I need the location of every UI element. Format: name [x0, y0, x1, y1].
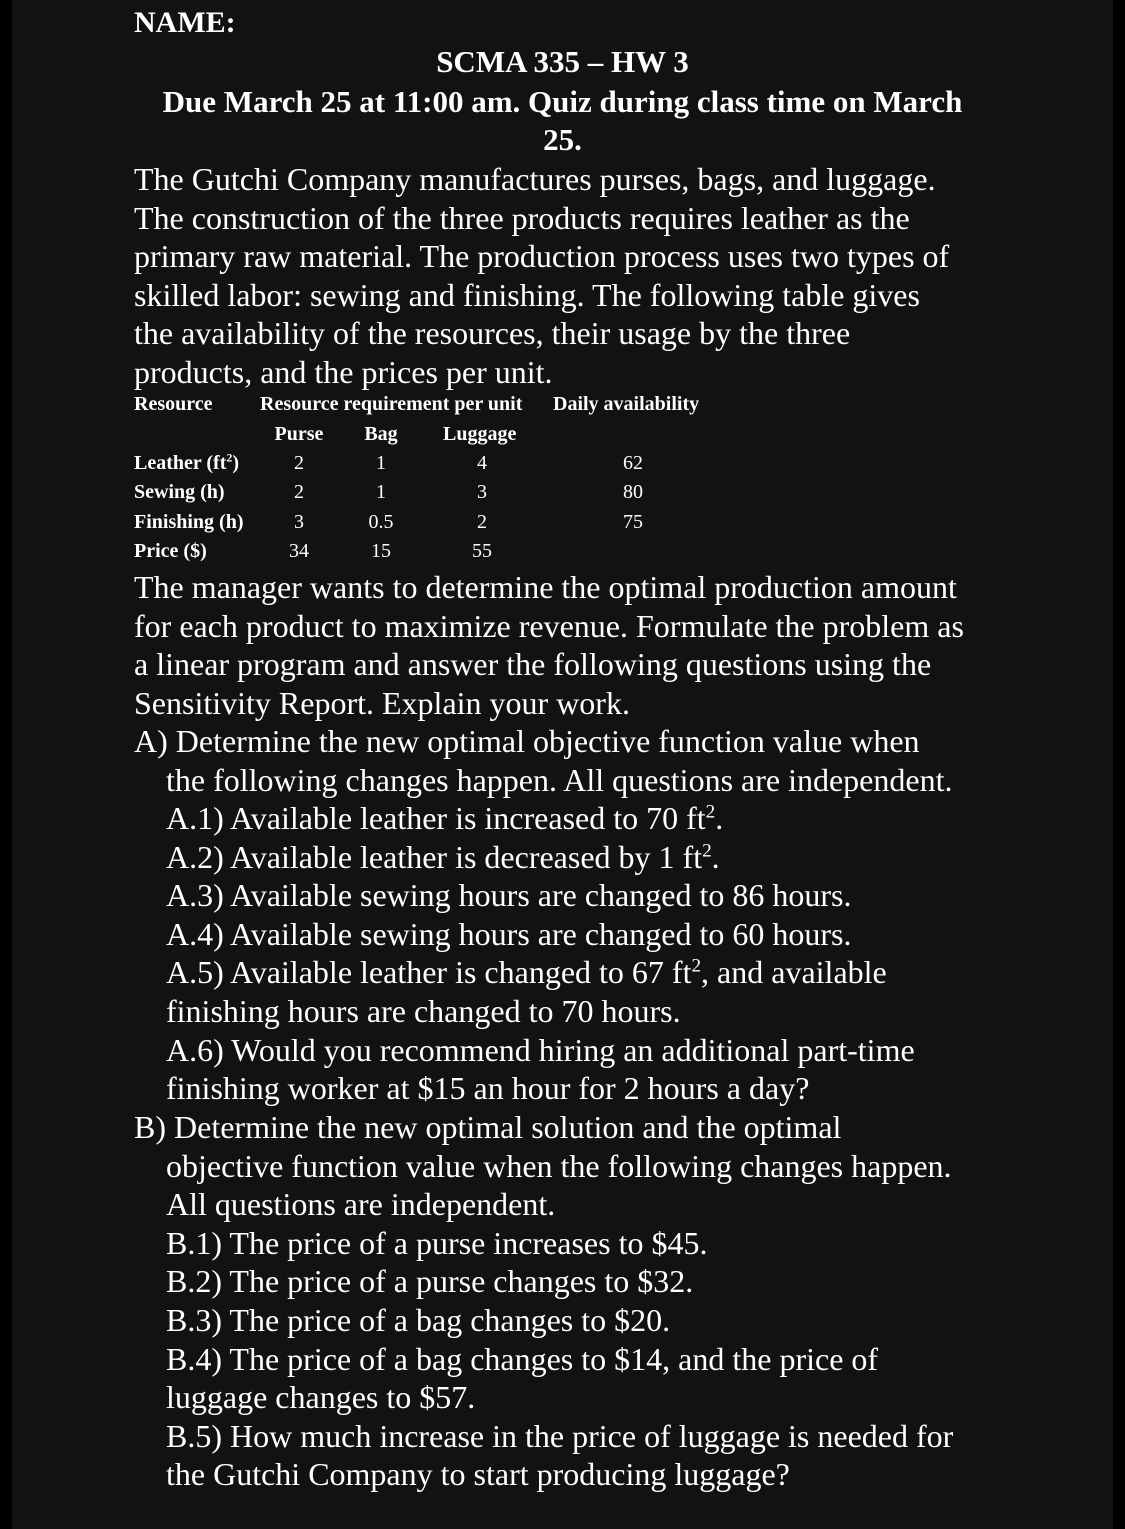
intro-line: primary raw material. The production process uses two types of — [134, 238, 950, 275]
question-a5-cont: finishing hours are changed to 70 hours. — [166, 993, 681, 1029]
table-header-luggage: Luggage — [443, 423, 517, 445]
question-b2: B.2) The price of a purse changes to $32. — [166, 1263, 694, 1299]
table-header-availability: Daily availability — [553, 393, 700, 415]
table-cell: 34 — [289, 540, 309, 562]
question-b4: B.4) The price of a bag changes to $14, and the price of — [166, 1341, 879, 1377]
question-b5-cont: the Gutchi Company to start producing luggage? — [166, 1456, 790, 1492]
table-cell: 15 — [371, 540, 391, 562]
question-a2: A.2) Available leather is decreased by 1 $ft^2$. — [166, 839, 720, 875]
table-cell: 2 — [477, 511, 487, 533]
table-cell: 62 — [623, 452, 643, 474]
question-a1: A.1) Available leather is increased to 70 $ft^2$. — [166, 800, 724, 836]
part-b-heading-cont: objective function value when the following changes happen. — [166, 1148, 952, 1184]
intro-line: The construction of the three products requires leather as the — [134, 199, 910, 236]
table-cell: 1 — [376, 452, 386, 474]
part-a-heading: A) Determine the new optimal objective function value when — [134, 723, 920, 759]
table-row-label-price: Price ($) — [134, 540, 207, 562]
instructions-line: Sensitivity Report. Explain your work. — [134, 684, 630, 721]
table-cell: 3 — [294, 511, 304, 533]
question-b3: B.3) The price of a bag changes to $20. — [166, 1302, 671, 1338]
question-a6: A.6) Would you recommend hiring an additional part-time — [166, 1032, 915, 1068]
intro-line: products, and the prices per unit. — [134, 353, 553, 390]
instructions-line: The manager wants to determine the optimal production amount — [134, 569, 957, 605]
table-cell: 2 — [294, 481, 304, 503]
question-b5: B.5) How much increase in the price of luggage is needed for — [166, 1418, 954, 1454]
table-cell: 2 — [294, 452, 304, 474]
table-cell: 3 — [477, 481, 487, 503]
instructions-line: for each product to maximize revenue. Formulate the problem as — [134, 607, 964, 644]
table-cell: 4 — [477, 452, 487, 474]
question-a4: A.4) Available sewing hours are changed to 60 hours. — [166, 916, 852, 952]
table-header-requirement: Resource requirement per unit — [260, 393, 523, 415]
due-line-1: Due March 25 at 11:00 am. Quiz during class time on March — [162, 84, 963, 119]
due-line-2: 25. — [543, 122, 582, 157]
table-cell: 80 — [623, 481, 643, 503]
intro-line: The Gutchi Company manufactures purses, bags, and luggage. — [134, 161, 936, 197]
intro-line: the availability of the resources, their usage by the three — [134, 315, 851, 352]
question-a3: A.3) Available sewing hours are changed to 86 hours. — [166, 877, 852, 913]
table-cell: 75 — [623, 511, 643, 533]
intro-paragraph — [134, 160, 949, 392]
table-cell: 0.5 — [368, 511, 394, 533]
table-row-label-finishing: Finishing (h) — [134, 511, 244, 533]
page-title: SCMA 335 – HW 3 — [436, 44, 689, 79]
table-header-bag: Bag — [364, 423, 398, 445]
part-a-heading-cont: the following changes happen. All questions are independent. — [166, 762, 953, 798]
part-b-heading-cont: All questions are independent. — [166, 1186, 556, 1222]
question-b4-cont: luggage changes to $57. — [166, 1379, 476, 1415]
name-label: NAME: — [134, 6, 236, 39]
table-cell: 1 — [376, 481, 386, 503]
question-a5: A.5) Available leather is changed to 67 $ft^2$, and available — [166, 954, 887, 990]
instructions-line: a linear program and answer the following questions using the — [134, 646, 932, 683]
question-b1: B.1) The price of a purse increases to $45. — [166, 1225, 708, 1261]
part-b-heading: B) Determine the new optimal solution and the optimal — [134, 1109, 842, 1145]
instructions-paragraph — [134, 568, 964, 722]
table-header-purse: Purse — [274, 423, 324, 445]
table-row-label-sewing: Sewing (h) — [134, 481, 225, 503]
table-header-resource: Resource — [134, 393, 213, 415]
question-a6-cont: finishing worker at $15 an hour for 2 hours a day? — [166, 1070, 810, 1106]
intro-line: skilled labor: sewing and finishing. The following table gives — [134, 276, 920, 313]
table-row-label-leather: Leather $(ft^2)$ — [134, 450, 240, 474]
table-cell: 55 — [472, 540, 492, 562]
